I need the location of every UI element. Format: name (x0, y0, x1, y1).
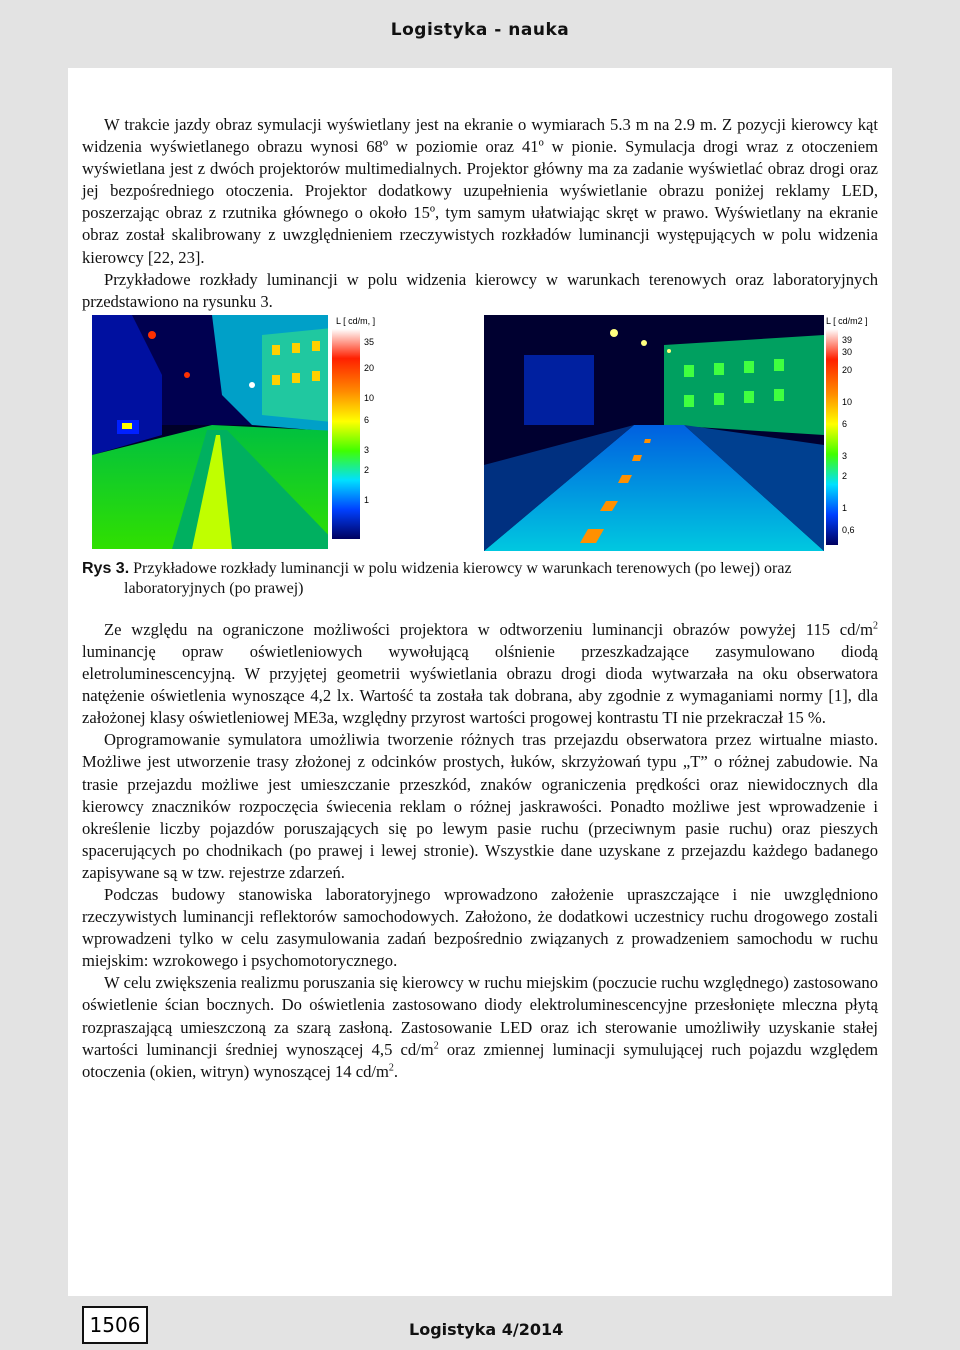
scale-tick-left: 20 (364, 362, 375, 373)
luminance-map-laboratory (484, 315, 872, 551)
scale-tick-left: 6 (364, 414, 370, 425)
page-number: 1506 (82, 1306, 148, 1344)
luminance-map-field (92, 315, 418, 549)
scale-tick-left: 2 (364, 464, 370, 475)
scale-title-left: L [ cd/m, ] (336, 315, 376, 326)
journal-issue: Logistyka 4/2014 (409, 1320, 564, 1339)
scale-tick-right: 1 (842, 502, 848, 513)
scale-tick-right: 3 (842, 450, 848, 461)
figure-label: Rys 3. (82, 559, 130, 577)
running-head: Logistyka - nauka (390, 20, 570, 40)
scale-tick-right: 20 (842, 364, 853, 375)
scale-tick-left: 10 (364, 392, 375, 403)
scale-tick-right: 39 (842, 334, 853, 345)
figure-caption-text: Przykładowe rozkłady luminancji w polu widzenia kierowcy w warunkach terenowych (po lewej) oraz laboratoryjnych (po prawej) (124, 559, 792, 597)
paragraph-intro: W trakcie jazdy obraz symulacji wyświetlany jest na ekranie o wymiarach 5.3 m na 2.9 m. Z pozycji kierowcy kąt widzenia wyświetlanego obrazu wynosi 68º w poziomie oraz 41º w pionie. Symulacja drogi wraz z otoczeniem wyświetlana jest z dwóch projektorów multimedialnych. Projektor główny ma za zadanie wyświetlać obraz drogi oraz jej bezpośredniego otoczenia. Projektor dodatkowy uzupełnienia wyświetlanie obrazu poniżej reklamy LED, poszerzając obraz z rzutnika głównego o około 15º, tym samym ułatwiając skręt w prawo. Wyświetlany na ekranie obraz został skalibrowany z uwzględnieniem rzeczywistych rozkładów luminancji występujących w polu widzenia kierowcy [22, 23]. (82, 115, 878, 267)
scale-tick-right: 2 (842, 470, 848, 481)
scale-tick-left: 35 (364, 336, 375, 347)
scale-tick-right: 30 (842, 346, 853, 357)
scale-title-right: L [ cd/m2 ] (826, 315, 868, 326)
article-body (82, 114, 878, 1083)
page-sheet (68, 68, 892, 1296)
scale-tick-left: 3 (364, 444, 370, 455)
figure-3 (82, 315, 878, 551)
paragraph-assumptions: Podczas budowy stanowiska laboratoryjnego wprowadzono założenie upraszczające i nie uwzględniono rzeczywistych luminancji reflektorów samochodowych. Założono, że dodatkowi uczestnicy ruchu drogowego zostali wprowadzeni tylko w celu zasymulowania zadań bezpośrednio związanych z prowadzeniem samochodu w ruchu miejskim: wzrokowego i psychomotorycznego. (82, 884, 878, 971)
paragraph-side-lighting: W celu zwiększenia realizmu poruszania się kierowcy w ruchu miejskim (poczucie ruchu względnego) zastosowano oświetlenie ścian bocznych. Do oświetlenia zastosowano diody elektroluminescencyjne przesłonięte mleczna płytą rozpraszającą umieszczoną za szarą zasłoną. Zastosowanie LED oraz ich sterowanie umożliwiły uzyskanie stałej wartości luminancji średniej wynoszącej 4,5 $cd/m^2$ oraz zmiennej luminacji symulującej ruch pojazdu względem otoczenia (okien, witryn) wynoszącej 14 $cd/m^2$. (82, 973, 879, 1081)
scale-tick-right: 10 (842, 396, 853, 407)
scale-tick-right: 6 (842, 418, 848, 429)
paragraph-figure-ref: Przykładowe rozkłady luminancji w polu widzenia kierowcy w warunkach terenowych oraz laboratoryjnych przedstawiono na rysunku 3. (82, 269, 878, 311)
paragraph-software: Oprogramowanie symulatora umożliwia tworzenie różnych tras przejazdu obserwatora przez wirtualne miasto. Możliwe jest utworzenie trasy złożonej z odcinków prostych, łuków, skrzyżowań typu „T” o różnej zabudowie. Na trasie przejazdu możliwe jest umieszczanie przeszkód, znaków ograniczenia prędkości oraz niewidocznych dla kierowcy znaczników rozpoczęcia świecenia reklam o różnej jaskrawości. Ponadto możliwe jest wprowadzenie i określenie liczby pojazdów poruszających się po lewym pasie ruchu (przeciwnym pasie ruchu) oraz pieszych spacerujących po chodnikach (po prawej i lewej stronie). Wszystkie dane uzyskane z przejazdu każdego badanego zapisywane są w tzw. rejestrze zdarzeń. (82, 730, 878, 882)
figure-caption (82, 559, 878, 599)
scale-tick-left: 1 (364, 494, 370, 505)
scale-tick-right: 0,6 (842, 524, 855, 535)
paragraph-projector-limits: Ze względu na ograniczone możliwości projektora w odtworzeniu luminancji obrazów powyżej 115 $cd/m^2$ luminancję opraw oświetleniowych wywołującą olśnienie przeszkadzające zasymulowano diodą eletroluminescencyjną. W przyjętej geometrii wyświetlania obrazu drogi dioda wytwarzała na oku obserwatora natężenie oświetlenia wynoszące 4,2 lx. Wartość ta została tak dobrana, aby zgodnie z wymaganiami normy [1], dla założonej klasy oświetleniowej ME3a, względny przyrost wartości progowej kontrastu TI nie przekraczał 15 %. (82, 619, 878, 728)
